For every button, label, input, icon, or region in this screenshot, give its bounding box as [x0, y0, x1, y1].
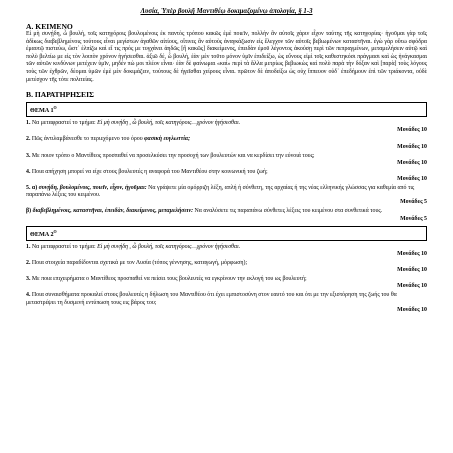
theme-1-heading: [26, 102, 427, 117]
marks: Μονάδες 5: [400, 199, 427, 206]
theme-2-heading: [26, 226, 427, 241]
question: 1. Να μεταφραστεί το τμήμα: Εἰ μὴ συνῄδη , ὦ βουλή, τοῖς κατηγόροις…χρόνον ἡγήσεσθαι.: [26, 243, 241, 250]
section-a-heading: Α. ΚΕΙΜΕΝΟ: [26, 22, 73, 31]
theme-2-label: ΘΕΜΑ 2: [30, 230, 54, 238]
question: 4. Ποια απήχηση μπορεί να είχε στους βουλευτές η αναφορά του Μαντιθέου στην κοινωνική του ζωή;: [26, 168, 268, 175]
marks: Μονάδες 10: [397, 267, 427, 274]
marks: Μονάδες 10: [397, 159, 427, 166]
marks: Μονάδες 10: [397, 176, 427, 183]
question: 2. Πῶς ἀντιλαμβάνεσθε το περιεχόμενο του όρου φασικὴ ευγλωττία;: [26, 136, 191, 143]
question: 3. Με ποια επιχειρήματα ο Μαντίθεος προσπαθεί να πείσει τους βουλευτές να εγκρίνουν την εκλογή του ως βουλευτή;: [26, 276, 307, 283]
theme-1-sup: Ο: [53, 105, 57, 111]
marks: Μονάδες 10: [397, 283, 427, 290]
theme-1-label: ΘΕΜΑ 1: [30, 107, 54, 115]
question: 5. α) συνῄδη, βουλομένοις, ποιεῖν, εἶχον, ἡγοῦμαι: Να γράψετε μία ομόρριζη λέξη, απλή ή σύνθετη, της αρχαίας ή της νέας ελληνικής γλώσσας για καθεμία από τις παραπάνω λέξεις του κειμένου.: [26, 185, 415, 199]
question: 4. Ποια συναισθήματα προκαλεί στους βουλευτές η δήλωση του Μαντιθέου ότι έχει εμπιστοσύνη στον εαυτό του και ότι με την εξιστόρηση της ζωής του θα μεταστρέψει τη δυσμενή εντύπωση τους εις βάρος του;: [26, 292, 397, 306]
document-title: Λυσία, Ὑπὲρ βουλῇ Μαντιθέῳ δοκιμαζομένῳ ἀπολογία, § 1-3: [140, 8, 313, 15]
question: β) διαβεβλημένοις, καταστῆναι, ἐπειδὰν, διακείμενος, μεταμελήσειν: Να αναλύσετε τις παραπάνω σύνθετες λέξεις του κειμένου στα συνθετικά τους.: [26, 208, 383, 215]
document-page: [26, 8, 427, 316]
marks: Μονάδες 10: [397, 143, 427, 150]
marks: Μονάδες 5: [400, 215, 427, 222]
source-text: Εἰ μὴ συνῄδη, ὦ βουλή, τοῖς κατηγόροις βουλομένοις ἐκ παντὸς τρόπου κακῶς ἐμὲ ποιεῖν, πολλὴν ἂν αὐτοῖς χάριν εἶχον ταύτης τῆς κατηγορίας· ἡγοῦμαι γὰρ τοῖς ἀδίκως διαβεβλημένοις τούτους εἶναι μεγίστων ἀγαθῶν αἰτίους, οἵτινες ἂν αὐτοὺς ἀναγκάζωσιν εἰς ἔλεγχον τῶν αὐτοῖς βεβιωμένων καταστῆναι. ἐγὼ γὰρ οὕτω σφόδρα ἐμαυτῷ πιστεύω, ὥστ᾿ ἐλπίζω καὶ εἴ τις πρός με τυγχάνει ἀηδῶς [ἢ κακῶς] διακείμενος, ἐπειδὰν ἐμοῦ λέγοντος ἀκούσῃ περὶ τῶν πεπραγμένων, μεταμελήσειν αὐτῷ καὶ πολὺ βελτίω με εἰς τὸν λοιπὸν χρόνον ἡγήσεσθαι. ἀξιῶ δέ, ὦ βουλή, ἐὰν μὲν τοῦτο μόνον ὑμῖν ἐπιδείξω, ὡς εὔνους εἰμὶ τοῖς καθεστηκόσι πράγμασι καὶ ὡς ἠνάγκασμαι τῶν αὐτῶν κινδύνων μετέχειν ὑμῖν, μηδέν πώ μοι πλέον εἶναι· ἐὰν δὲ φαίνωμαι «καὶ» περὶ τὰ ἄλλα μετρίως βεβιωκὼς καὶ πολὺ παρὰ τὴν δόξαν καὶ [παρὰ] τοὺς λόγους τοὺς τῶν ἐχθρῶν, δέομαι ὑμῶν ἐμὲ μὲν δοκιμάζειν, τούτους δὲ ἡγεῖσθαι χείρους εἶναι. πρῶτον δὲ ἀποδείξω ὡς οὐχ ἵππευον οὐδ᾿ ἐπεδήμουν ἐπὶ τῶν τριάκοντα, οὐδὲ μετέσχον τῆς τότε πολιτείας.: [26, 31, 427, 83]
section-b-heading: Β. ΠΑΡΑΤΗΡΗΣΕΙΣ: [26, 90, 94, 100]
marks: Μονάδες 10: [397, 127, 427, 134]
marks: Μονάδες 10: [397, 306, 427, 313]
theme-2-sup: Ο: [53, 228, 57, 234]
marks: Μονάδες 10: [397, 250, 427, 257]
question: 3. Με ποιον τρόπο ο Μαντίθεος προσπαθεί να προσελκύσει την προσοχή των βουλευτών και να κερδίσει την εύνοιά τους;: [26, 152, 315, 159]
question: 1. Να μεταφραστεί το τμήμα: Εἰ μὴ συνῄδη , ὦ βουλή, τοῖς κατηγόροις…χρόνον ἡγήσεσθαι.: [26, 120, 241, 127]
question: 2. Ποια στοιχεία παραδίδονται σχετικά με τον Λυσία (τόπος γέννησης, καταγωγή, μόρφωση);: [26, 259, 248, 266]
